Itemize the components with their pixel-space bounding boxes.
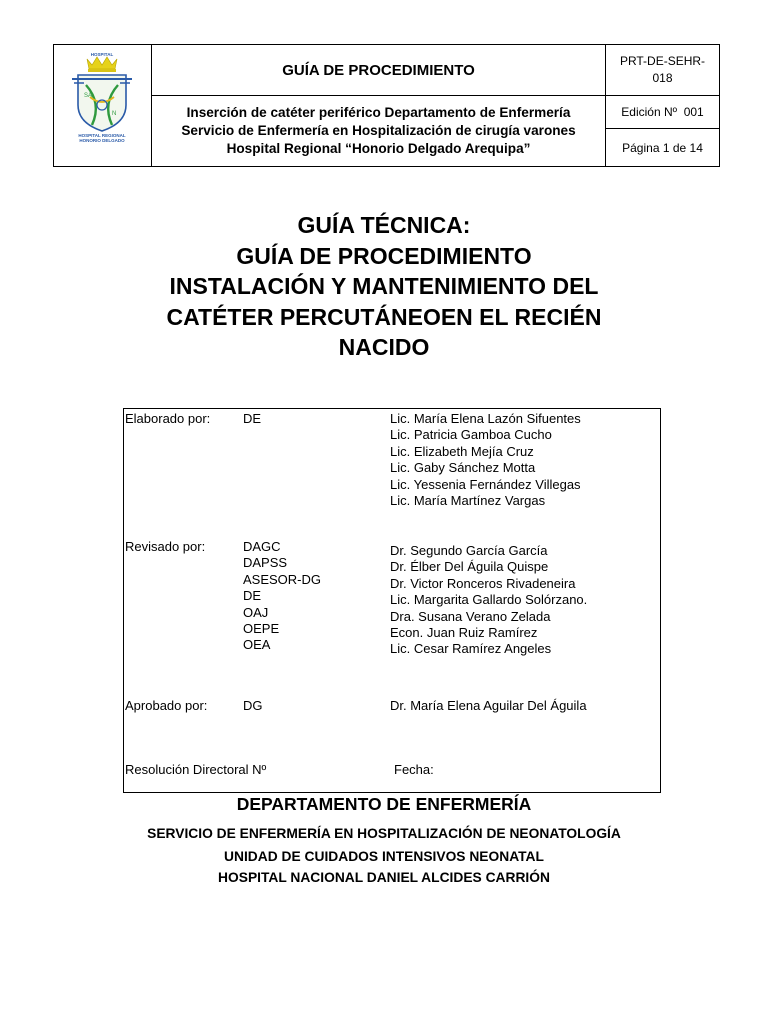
revisado-unit: ASESOR-DG (243, 571, 322, 587)
resolucion-label: Resolución Directoral Nº (125, 762, 267, 777)
revisado-name: Dra. Susana Verano Zelada (390, 608, 551, 624)
footer-line: HOSPITAL NACIONAL DANIEL ALCIDES CARRIÓN (218, 870, 550, 885)
elaborado-name: Lic. María Elena Lazón Sifuentes (390, 411, 581, 426)
elaborado-name: Lic. Gaby Sánchez Motta (390, 460, 536, 476)
revisado-unit: DAGC (243, 539, 281, 554)
revisado-unit: DE (243, 588, 262, 604)
svg-text:HOSPITAL: HOSPITAL (90, 52, 114, 57)
svg-text:HOSPITAL REGIONAL: HOSPITAL REGIONAL (78, 133, 126, 138)
revisado-name: Dr. Victor Ronceros Rivadeneira (390, 575, 576, 591)
main-title-line: CATÉTER PERCUTÁNEOEN EL RECIÉN (166, 303, 602, 330)
revisado-name: Econ. Juan Ruiz Ramírez (390, 625, 538, 641)
main-title-line: GUÍA TÉCNICA: (297, 212, 471, 238)
revisado-unit: DAPSS (243, 555, 288, 571)
revisado-name: Dr. Segundo García García (390, 543, 548, 558)
fecha-label: Fecha: (394, 762, 434, 777)
elaborado-name: Lic. María Martínez Vargas (390, 493, 546, 509)
revisado-name: Lic. Margarita Gallardo Solórzano. (390, 592, 588, 608)
footer-line: UNIDAD DE CUIDADOS INTENSIVOS NEONATAL (224, 849, 544, 864)
revisado-unit: OEPE (243, 621, 280, 637)
main-title-line: INSTALACIÓN Y MANTENIMIENTO DEL (169, 273, 599, 299)
svg-text:N: N (112, 111, 117, 117)
header-subtitle-line: Hospital Regional “Honorio Delgado Arequipa” (226, 141, 531, 156)
document-main-title (84, 210, 684, 363)
document-code-line: PRT-DE-SEHR- (619, 54, 706, 68)
header-subtitle (152, 96, 605, 166)
header-subtitle-line: Inserción de catéter periférico Departamento de Enfermería (186, 105, 571, 120)
revisado-name: Lic. Cesar Ramírez Angeles (390, 641, 552, 657)
revisado-name: Dr. Élber Del Águila Quispe (390, 559, 549, 575)
document-code (606, 45, 719, 95)
revisado-unit: OEA (243, 637, 271, 653)
elaborado-name: Lic. Yessenia Fernández Villegas (390, 476, 581, 492)
elaborado-label: Elaborado por: (125, 411, 211, 426)
revisado-units (243, 539, 321, 654)
aprobado-unit: DG (243, 698, 263, 713)
hospital-crest-icon (54, 45, 151, 166)
elaborado-unit: DE (243, 411, 262, 426)
aprobado-name: Dr. María Elena Aguilar Del Águila (390, 698, 587, 713)
main-title-line: NACIDO (338, 334, 430, 360)
revisado-unit: OAJ (243, 604, 269, 620)
revisado-names (390, 543, 587, 658)
svg-text:SA: SA (84, 93, 93, 99)
svg-text:HONORIO DELGADO: HONORIO DELGADO (79, 138, 125, 143)
elaborado-names (390, 411, 581, 509)
header-title: GUÍA DE PROCEDIMIENTO (282, 61, 475, 79)
revisado-label: Revisado por: (125, 539, 206, 554)
edition-number: Edición Nº 001 (621, 105, 704, 119)
main-title-line: GUÍA DE PROCEDIMIENTO (236, 242, 532, 269)
page-number: Página 1 de 14 (622, 140, 703, 155)
header-subtitle-line: Servicio de Enfermería en Hospitalización de cirugía varones (181, 123, 576, 138)
approval-box (123, 408, 661, 793)
footer-line: SERVICIO DE ENFERMERÍA EN HOSPITALIZACIÓN DE NEONATOLOGÍA (147, 826, 621, 841)
elaborado-name: Lic. Elizabeth Mejía Cruz (390, 443, 534, 459)
aprobado-label: Aprobado por: (125, 698, 208, 713)
elaborado-name: Lic. Patricia Gamboa Cucho (390, 427, 552, 443)
document-code-line: 018 (652, 71, 673, 85)
department-heading: DEPARTAMENTO DE ENFERMERÍA (236, 794, 532, 814)
document-header-table (53, 44, 720, 167)
hospital-logo (54, 45, 151, 166)
